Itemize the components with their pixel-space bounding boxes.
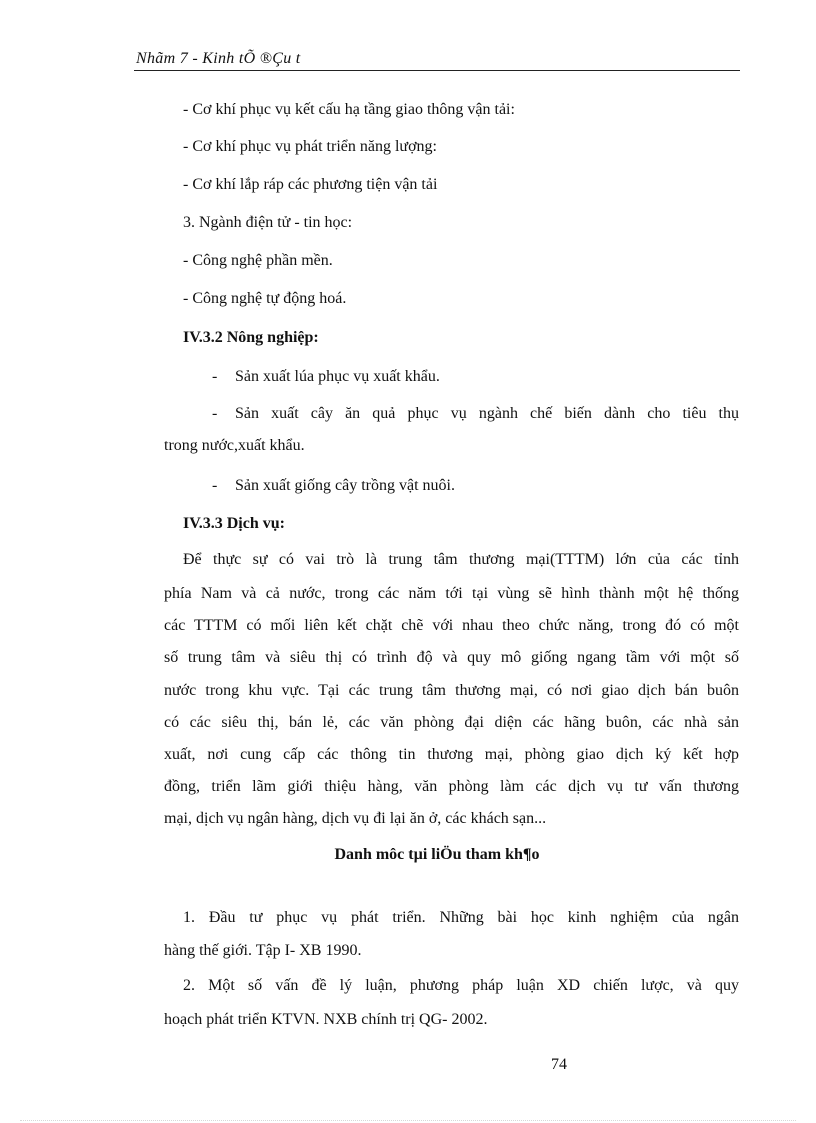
section-heading: 3. Ngành điện tử - tin học: [183,214,353,231]
paragraph-line: nước trong khu vực. Tại các trung tâm thương mại, có nơi giao dịch bán buôn [164,682,739,699]
page-number: 74 [551,1056,567,1073]
paragraph-line: Để thực sự có vai trò là trung tâm thương mại(TTTM) lớn của các tỉnh [183,551,739,568]
paragraph-line: có các siêu thị, bán lẻ, các văn phòng đại diện các hãng buôn, các nhà sản [164,714,739,731]
page-divider [20,1120,796,1121]
paragraph-line: số trung tâm và siêu thị có trình độ và quy mô giống ngang tầm với một số [164,649,739,666]
dash-bullet: - [212,405,218,422]
paragraph-line: phía Nam và cả nước, trong các năm tới tại vùng sẽ hình thành một hệ thống [164,585,739,602]
list-item-continuation: trong nước,xuất khẩu. [164,437,305,454]
list-item: - Công nghệ tự động hoá. [183,290,347,307]
paragraph-line: các TTTM có mối liên kết chặt chẽ với nhau theo chức năng, trong đó có một [164,617,739,634]
header-title: Nhãm 7 - Kinh tÕ ®Çu t [136,50,301,67]
references-title: Danh môc tµi liÖu tham kh¶o [334,846,540,863]
running-header [134,48,740,71]
reference-item: 1. Đầu tư phục vụ phát triển. Những bài học kinh nghiệm của ngân [183,909,739,926]
list-item: - Công nghệ phần mền. [183,252,333,269]
reference-item-continuation: hoạch phát triển KTVN. NXB chính trị QG- 2002. [164,1011,488,1028]
dash-bullet: - [212,368,218,385]
paragraph-line: xuất, nơi cung cấp các thông tin thương mại, phòng giao dịch ký kết hợp [164,746,739,763]
agriculture-heading: IV.3.2 Nông nghiệp: [183,329,319,346]
list-item: Sản xuất cây ăn quả phục vụ ngành chế biến dành cho tiêu thụ [235,405,739,422]
reference-item-continuation: hàng thế giới. Tập I- XB 1990. [164,942,362,959]
list-item: - Cơ khí lắp ráp các phương tiện vận tải [183,176,438,193]
paragraph-line: đồng, triển lãm giới thiệu hàng, văn phòng làm các dịch vụ tư vấn thương [164,778,739,795]
dash-bullet: - [212,477,218,494]
list-item: - Cơ khí phục vụ kết cấu hạ tầng giao thông vận tải: [183,101,515,118]
list-item: Sản xuất lúa phục vụ xuất khẩu. [235,368,440,385]
service-heading: IV.3.3 Dịch vụ: [183,515,285,532]
list-item: Sản xuất giống cây trồng vật nuôi. [235,477,455,494]
list-item: - Cơ khí phục vụ phát triển năng lượng: [183,138,437,155]
reference-item: 2. Một số vấn đề lý luận, phương pháp luận XD chiến lược, và quy [183,977,739,994]
paragraph-line: mại, dịch vụ ngân hàng, dịch vụ đi lại ăn ở, các khách sạn... [164,810,547,827]
